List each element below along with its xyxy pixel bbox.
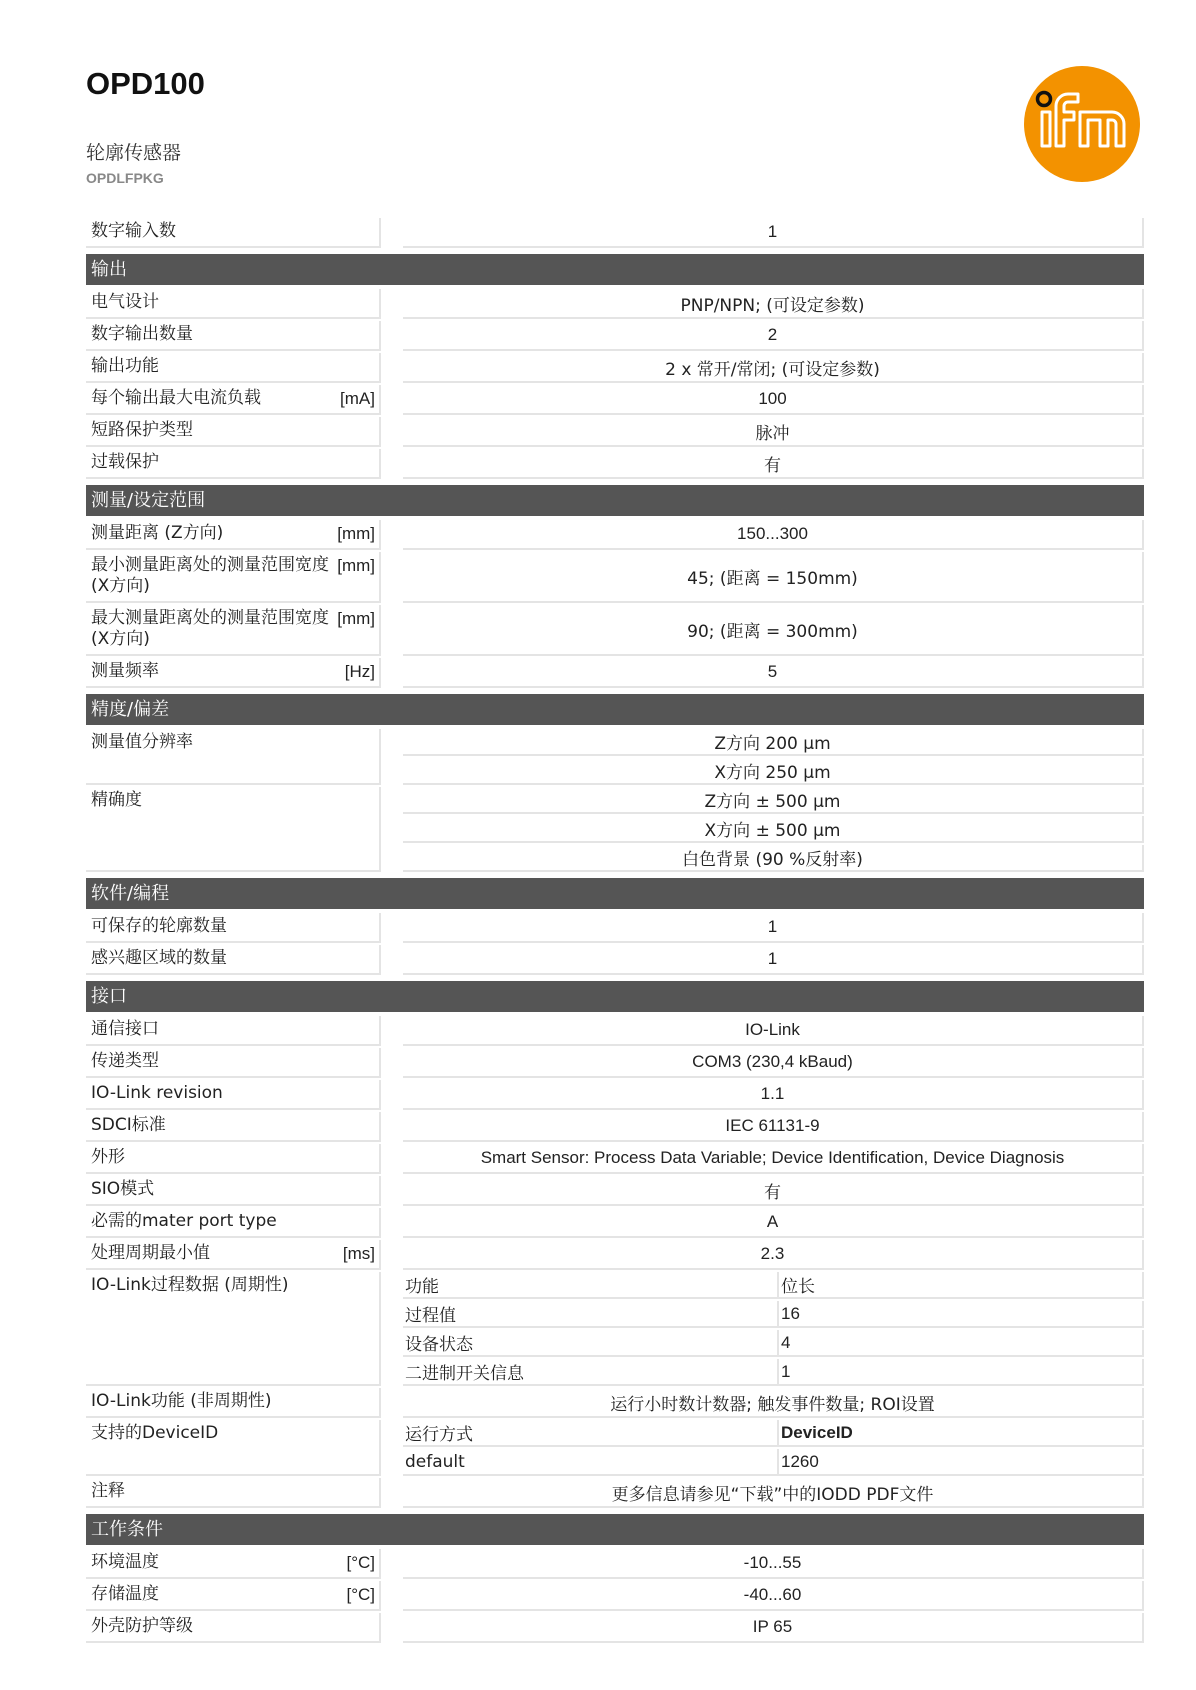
section-header: 软件/编程 (86, 878, 1144, 909)
spec-label (86, 1208, 381, 1238)
section-header: 精度/偏差 (86, 694, 1144, 725)
sub-table-row (403, 1301, 1144, 1330)
section-header: 工作条件 (86, 1514, 1144, 1545)
spec-row (86, 729, 1144, 787)
spec-label (86, 1080, 381, 1110)
spec-row (86, 520, 1144, 552)
spec-unit: [Hz] (344, 662, 375, 681)
sub-table-row (403, 1449, 1144, 1478)
spec-unit: [mm] (337, 556, 375, 575)
spec-row (86, 1240, 1144, 1272)
sub-table-key: 设备状态 (403, 1330, 779, 1357)
spec-value (403, 913, 1144, 945)
spec-label-text: 处理周期最小值 (91, 1243, 210, 1263)
sub-table-value: 1 (779, 1359, 1144, 1386)
spec-row (86, 1208, 1144, 1240)
spec-label (86, 353, 381, 383)
spec-label-text: 电气设计 (91, 292, 159, 312)
spec-value (403, 1478, 1144, 1510)
spec-label-text: 过载保护 (91, 452, 159, 472)
sub-table-row (403, 1420, 1144, 1449)
spec-value-text: 5 (403, 658, 1144, 688)
spec-value (403, 1613, 1144, 1645)
sub-table-value: 4 (779, 1330, 1144, 1357)
spec-value (403, 321, 1144, 353)
sub-table-key: 过程值 (403, 1301, 779, 1328)
spec-value (403, 1581, 1144, 1613)
spec-value (403, 1144, 1144, 1176)
spec-label (86, 1272, 381, 1386)
spec-value (403, 729, 1144, 787)
spec-label-text: 外形 (91, 1147, 125, 1167)
spec-value-text: COM3 (230,4 kBaud) (403, 1048, 1144, 1078)
spec-label (86, 658, 381, 688)
spec-label (86, 417, 381, 447)
spec-row (86, 449, 1144, 481)
product-title: OPD100 (86, 66, 205, 101)
spec-value (403, 1112, 1144, 1144)
spec-label-text: 测量距离 (Z方向) (91, 523, 224, 543)
spec-label-text: 测量值分辨率 (91, 732, 193, 752)
spec-label-text: 通信接口 (91, 1019, 159, 1039)
spec-label-text: 精确度 (91, 790, 142, 810)
spec-value-text: PNP/NPN; (可设定参数) (403, 289, 1144, 319)
spec-label-text: 数字输入数 (91, 221, 176, 241)
spec-row (86, 353, 1144, 385)
spec-value (403, 1388, 1144, 1420)
spec-row (86, 605, 1144, 658)
section-header: 测量/设定范围 (86, 485, 1144, 516)
spec-label (86, 552, 381, 603)
spec-label-text: 最小测量距离处的测量范围宽度 (X方向) (91, 555, 329, 596)
spec-label (86, 945, 381, 975)
spec-value (403, 552, 1144, 605)
spec-label (86, 1240, 381, 1270)
spec-label (86, 1016, 381, 1046)
spec-value-text: 1.1 (403, 1080, 1144, 1110)
spec-value-line: 白色背景 (90 %反射率) (403, 845, 1144, 872)
spec-row (86, 1048, 1144, 1080)
spec-value (403, 385, 1144, 417)
spec-value (403, 605, 1144, 658)
spec-value-text: 45; (距离 = 150mm) (403, 552, 1144, 603)
spec-value-text: IO-Link (403, 1016, 1144, 1046)
spec-label (86, 1478, 381, 1508)
spec-label-text: SIO模式 (91, 1179, 155, 1199)
spec-label (86, 913, 381, 943)
spec-label (86, 1581, 381, 1611)
spec-row (86, 1176, 1144, 1208)
spec-row (86, 385, 1144, 417)
spec-label-text: 传递类型 (91, 1051, 159, 1071)
spec-label-text: IO-Link revision (91, 1083, 223, 1103)
spec-value-text: A (403, 1208, 1144, 1238)
spec-value (403, 787, 1144, 874)
spec-label-text: 注释 (91, 1481, 125, 1501)
spec-label-text: 每个输出最大电流负载 (91, 388, 261, 408)
spec-label (86, 729, 381, 785)
spec-value (403, 289, 1144, 321)
spec-value (403, 1048, 1144, 1080)
spec-value (403, 1272, 1144, 1388)
spec-label (86, 449, 381, 479)
spec-value-text: 运行小时数计数器; 触发事件数量; ROI设置 (403, 1388, 1144, 1418)
sub-table-value: DeviceID (779, 1420, 1144, 1447)
spec-value-text: 150...300 (403, 520, 1144, 550)
spec-row (86, 1478, 1144, 1510)
spec-row (86, 1112, 1144, 1144)
spec-unit: [mA] (340, 389, 375, 408)
sub-table-row (403, 1272, 1144, 1301)
spec-label (86, 1176, 381, 1206)
spec-label-text: 数字输出数量 (91, 324, 193, 344)
spec-value-text: Smart Sensor: Process Data Variable; Device Identification, Device Diagnosis (403, 1144, 1144, 1174)
spec-label (86, 1613, 381, 1643)
product-subtitle: 轮廓传感器 (86, 142, 182, 164)
spec-value-text: 更多信息请参见“下载”中的IODD PDF文件 (403, 1478, 1144, 1508)
spec-label (86, 520, 381, 550)
spec-label-text: 短路保护类型 (91, 420, 193, 440)
spec-value-text: 脉冲 (403, 417, 1144, 447)
spec-value (403, 353, 1144, 385)
spec-value (403, 218, 1144, 250)
spec-row (86, 1581, 1144, 1613)
sub-table-value: 16 (779, 1301, 1144, 1328)
spec-unit: [mm] (337, 524, 375, 543)
spec-label (86, 787, 381, 872)
sub-table-key: 运行方式 (403, 1420, 779, 1447)
spec-value (403, 1240, 1144, 1272)
spec-label-text: 最大测量距离处的测量范围宽度 (X方向) (91, 608, 329, 649)
spec-value-text: 100 (403, 385, 1144, 415)
spec-label (86, 321, 381, 351)
spec-row (86, 1016, 1144, 1048)
spec-value-text: IEC 61131-9 (403, 1112, 1144, 1142)
spec-value (403, 1016, 1144, 1048)
spec-value-text: 有 (403, 1176, 1144, 1206)
spec-value (403, 520, 1144, 552)
spec-label (86, 385, 381, 415)
spec-unit: [mm] (337, 609, 375, 628)
spec-label (86, 1048, 381, 1078)
spec-value-line: Z方向 ± 500 µm (403, 787, 1144, 814)
product-code: OPDLFPKG (86, 170, 164, 186)
spec-label-text: 外壳防护等级 (91, 1616, 193, 1636)
sub-table-value: 1260 (779, 1449, 1144, 1476)
spec-value-text: 90; (距离 = 300mm) (403, 605, 1144, 656)
spec-value-line: Z方向 200 µm (403, 729, 1144, 756)
spec-value-text: 2.3 (403, 1240, 1144, 1270)
spec-value (403, 1420, 1144, 1478)
spec-value-line: X方向 ± 500 µm (403, 816, 1144, 843)
spec-label-text: 支持的DeviceID (91, 1423, 219, 1443)
spec-value (403, 1176, 1144, 1208)
spec-label-text: IO-Link功能 (非周期性) (91, 1391, 272, 1411)
spec-row (86, 1388, 1144, 1420)
spec-unit: [°C] (346, 1553, 375, 1572)
spec-row (86, 945, 1144, 977)
spec-label (86, 289, 381, 319)
spec-row (86, 1272, 1144, 1388)
spec-value-text: -40...60 (403, 1581, 1144, 1611)
spec-value-text: IP 65 (403, 1613, 1144, 1643)
spec-value-text: 2 x 常开/常闭; (可设定参数) (403, 353, 1144, 383)
spec-label-text: IO-Link过程数据 (周期性) (91, 1275, 289, 1295)
spec-label-text: 存储温度 (91, 1584, 159, 1604)
spec-row (86, 1080, 1144, 1112)
spec-value-text: -10...55 (403, 1549, 1144, 1579)
ifm-logo (1022, 64, 1142, 184)
spec-value (403, 1080, 1144, 1112)
spec-value (403, 1208, 1144, 1240)
section-header: 输出 (86, 254, 1144, 285)
sub-table-value: 位长 (779, 1272, 1144, 1299)
spec-value-text: 2 (403, 321, 1144, 351)
spec-label (86, 605, 381, 656)
spec-label (86, 1420, 381, 1476)
sub-table-row (403, 1330, 1144, 1359)
sub-table-key: 功能 (403, 1272, 779, 1299)
spec-value (403, 449, 1144, 481)
spec-row (86, 289, 1144, 321)
spec-row (86, 1144, 1144, 1176)
spec-label (86, 218, 381, 248)
spec-label (86, 1388, 381, 1418)
spec-row (86, 658, 1144, 690)
section-header: 接口 (86, 981, 1144, 1012)
spec-label (86, 1112, 381, 1142)
spec-value-text: 有 (403, 449, 1144, 479)
spec-label-text: SDCI标准 (91, 1115, 166, 1135)
spec-value-line: X方向 250 µm (403, 758, 1144, 785)
spec-label-text: 必需的mater port type (91, 1211, 277, 1231)
spec-value (403, 945, 1144, 977)
spec-row (86, 1613, 1144, 1645)
spec-label-text: 感兴趣区域的数量 (91, 948, 227, 968)
spec-label (86, 1144, 381, 1174)
datasheet (86, 218, 1144, 1645)
spec-unit: [°C] (346, 1585, 375, 1604)
spec-value (403, 1549, 1144, 1581)
spec-label-text: 测量频率 (91, 661, 159, 681)
spec-value-text: 1 (403, 945, 1144, 975)
spec-label (86, 1549, 381, 1579)
spec-row (86, 913, 1144, 945)
spec-row (86, 417, 1144, 449)
spec-row (86, 321, 1144, 353)
spec-label-text: 可保存的轮廓数量 (91, 916, 227, 936)
spec-value-text: 1 (403, 913, 1144, 943)
spec-value (403, 417, 1144, 449)
spec-row (86, 1420, 1144, 1478)
spec-row (86, 787, 1144, 874)
sub-table-key: default (403, 1449, 779, 1476)
spec-label-text: 环境温度 (91, 1552, 159, 1572)
spec-row (86, 552, 1144, 605)
spec-row (86, 1549, 1144, 1581)
sub-table-row (403, 1359, 1144, 1388)
sub-table-key: 二进制开关信息 (403, 1359, 779, 1386)
spec-label-text: 输出功能 (91, 356, 159, 376)
spec-value (403, 658, 1144, 690)
spec-unit: [ms] (342, 1244, 375, 1263)
spec-value-text: 1 (403, 218, 1144, 248)
spec-row (86, 218, 1144, 250)
